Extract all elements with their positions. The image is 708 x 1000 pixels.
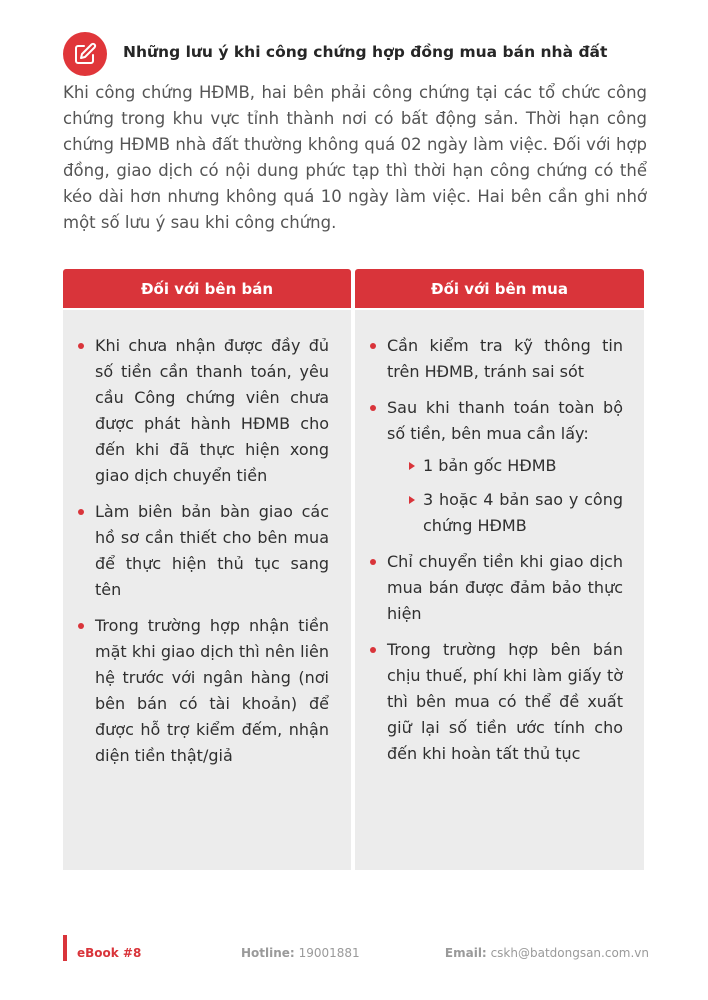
buyer-panel [355, 310, 644, 870]
list-item: Trong trường hợp nhận tiền mặt khi giao dịch thì nên liên hệ trước với ngân hàng (nơi bên bán có tài khoản) để được hỗ trợ kiểm đếm, nhận diện tiền thật/giả [63, 613, 329, 769]
list-item: Cần kiểm tra kỹ thông tin trên HĐMB, tránh sai sót [355, 333, 623, 385]
seller-panel [63, 310, 351, 870]
intro-paragraph: Khi công chứng HĐMB, hai bên phải công chứng tại các tổ chức công chứng trong khu vực tỉnh thành nơi có bất động sản. Thời hạn công chứng HĐMB nhà đất thường không quá 02 ngày làm việc. Đối với hợp đồng, giao dịch có nội dung phức tạp thì thời hạn công chứng có thể kéo dài hơn nhưng không quá 10 ngày làm việc. Hai bên cần ghi nhớ một số lưu ý sau khi công chứng. [63, 83, 647, 232]
hotline: Hotline: 19001881 [241, 946, 360, 960]
section-header [63, 30, 653, 80]
bullet-icon [370, 343, 376, 349]
bullet-icon [370, 559, 376, 565]
list-item: Làm biên bản bàn giao các hồ sơ cần thiết cho bên mua để thực hiện thủ tục sang tên [63, 499, 329, 603]
bullet-icon [370, 647, 376, 653]
buyer-list [355, 333, 623, 777]
list-item: Khi chưa nhận được đầy đủ số tiền cần thanh toán, yêu cầu Công chứng viên chưa được phát hành HĐMB cho đến khi đã thực hiện xong giao dịch chuyển tiền [63, 333, 329, 489]
footer [63, 935, 653, 965]
sublist-item: 1 bản gốc HĐMB [387, 453, 623, 479]
email-address: cskh@batdongsan.com.vn [490, 946, 649, 960]
ebook-label: eBook #8 [77, 946, 142, 960]
page-title: Những lưu ý khi công chứng hợp đồng mua bán nhà đất [123, 43, 608, 61]
bullet-icon [78, 623, 84, 629]
hotline-number: 19001881 [298, 946, 360, 960]
bullet-icon [78, 343, 84, 349]
footer-accent-bar [63, 935, 67, 961]
sublist-item: 3 hoặc 4 bản sao y công chứng HĐMB [387, 487, 623, 539]
seller-list [63, 333, 329, 779]
sublist [387, 453, 623, 539]
triangle-bullet-icon [409, 462, 415, 470]
list-item: Chỉ chuyển tiền khi giao dịch mua bán được đảm bảo thực hiện [355, 549, 623, 627]
list-item: Trong trường hợp bên bán chịu thuế, phí khi làm giấy tờ thì bên mua có thể đề xuất giữ lại số tiền ước tính cho đến khi hoàn tất thủ tục [355, 637, 623, 767]
seller-column-heading: Đối với bên bán [63, 269, 351, 308]
bullet-icon [370, 405, 376, 411]
list-item: Sau khi thanh toán toàn bộ số tiền, bên mua cần lấy: 1 bản gốc HĐMB 3 hoặc 4 bản sao y công chứng HĐMB [355, 395, 623, 539]
bullet-icon [78, 509, 84, 515]
email: Email: cskh@batdongsan.com.vn [444, 946, 649, 960]
triangle-bullet-icon [409, 496, 415, 504]
edit-icon [63, 32, 107, 76]
buyer-column-heading: Đối với bên mua [355, 269, 644, 308]
